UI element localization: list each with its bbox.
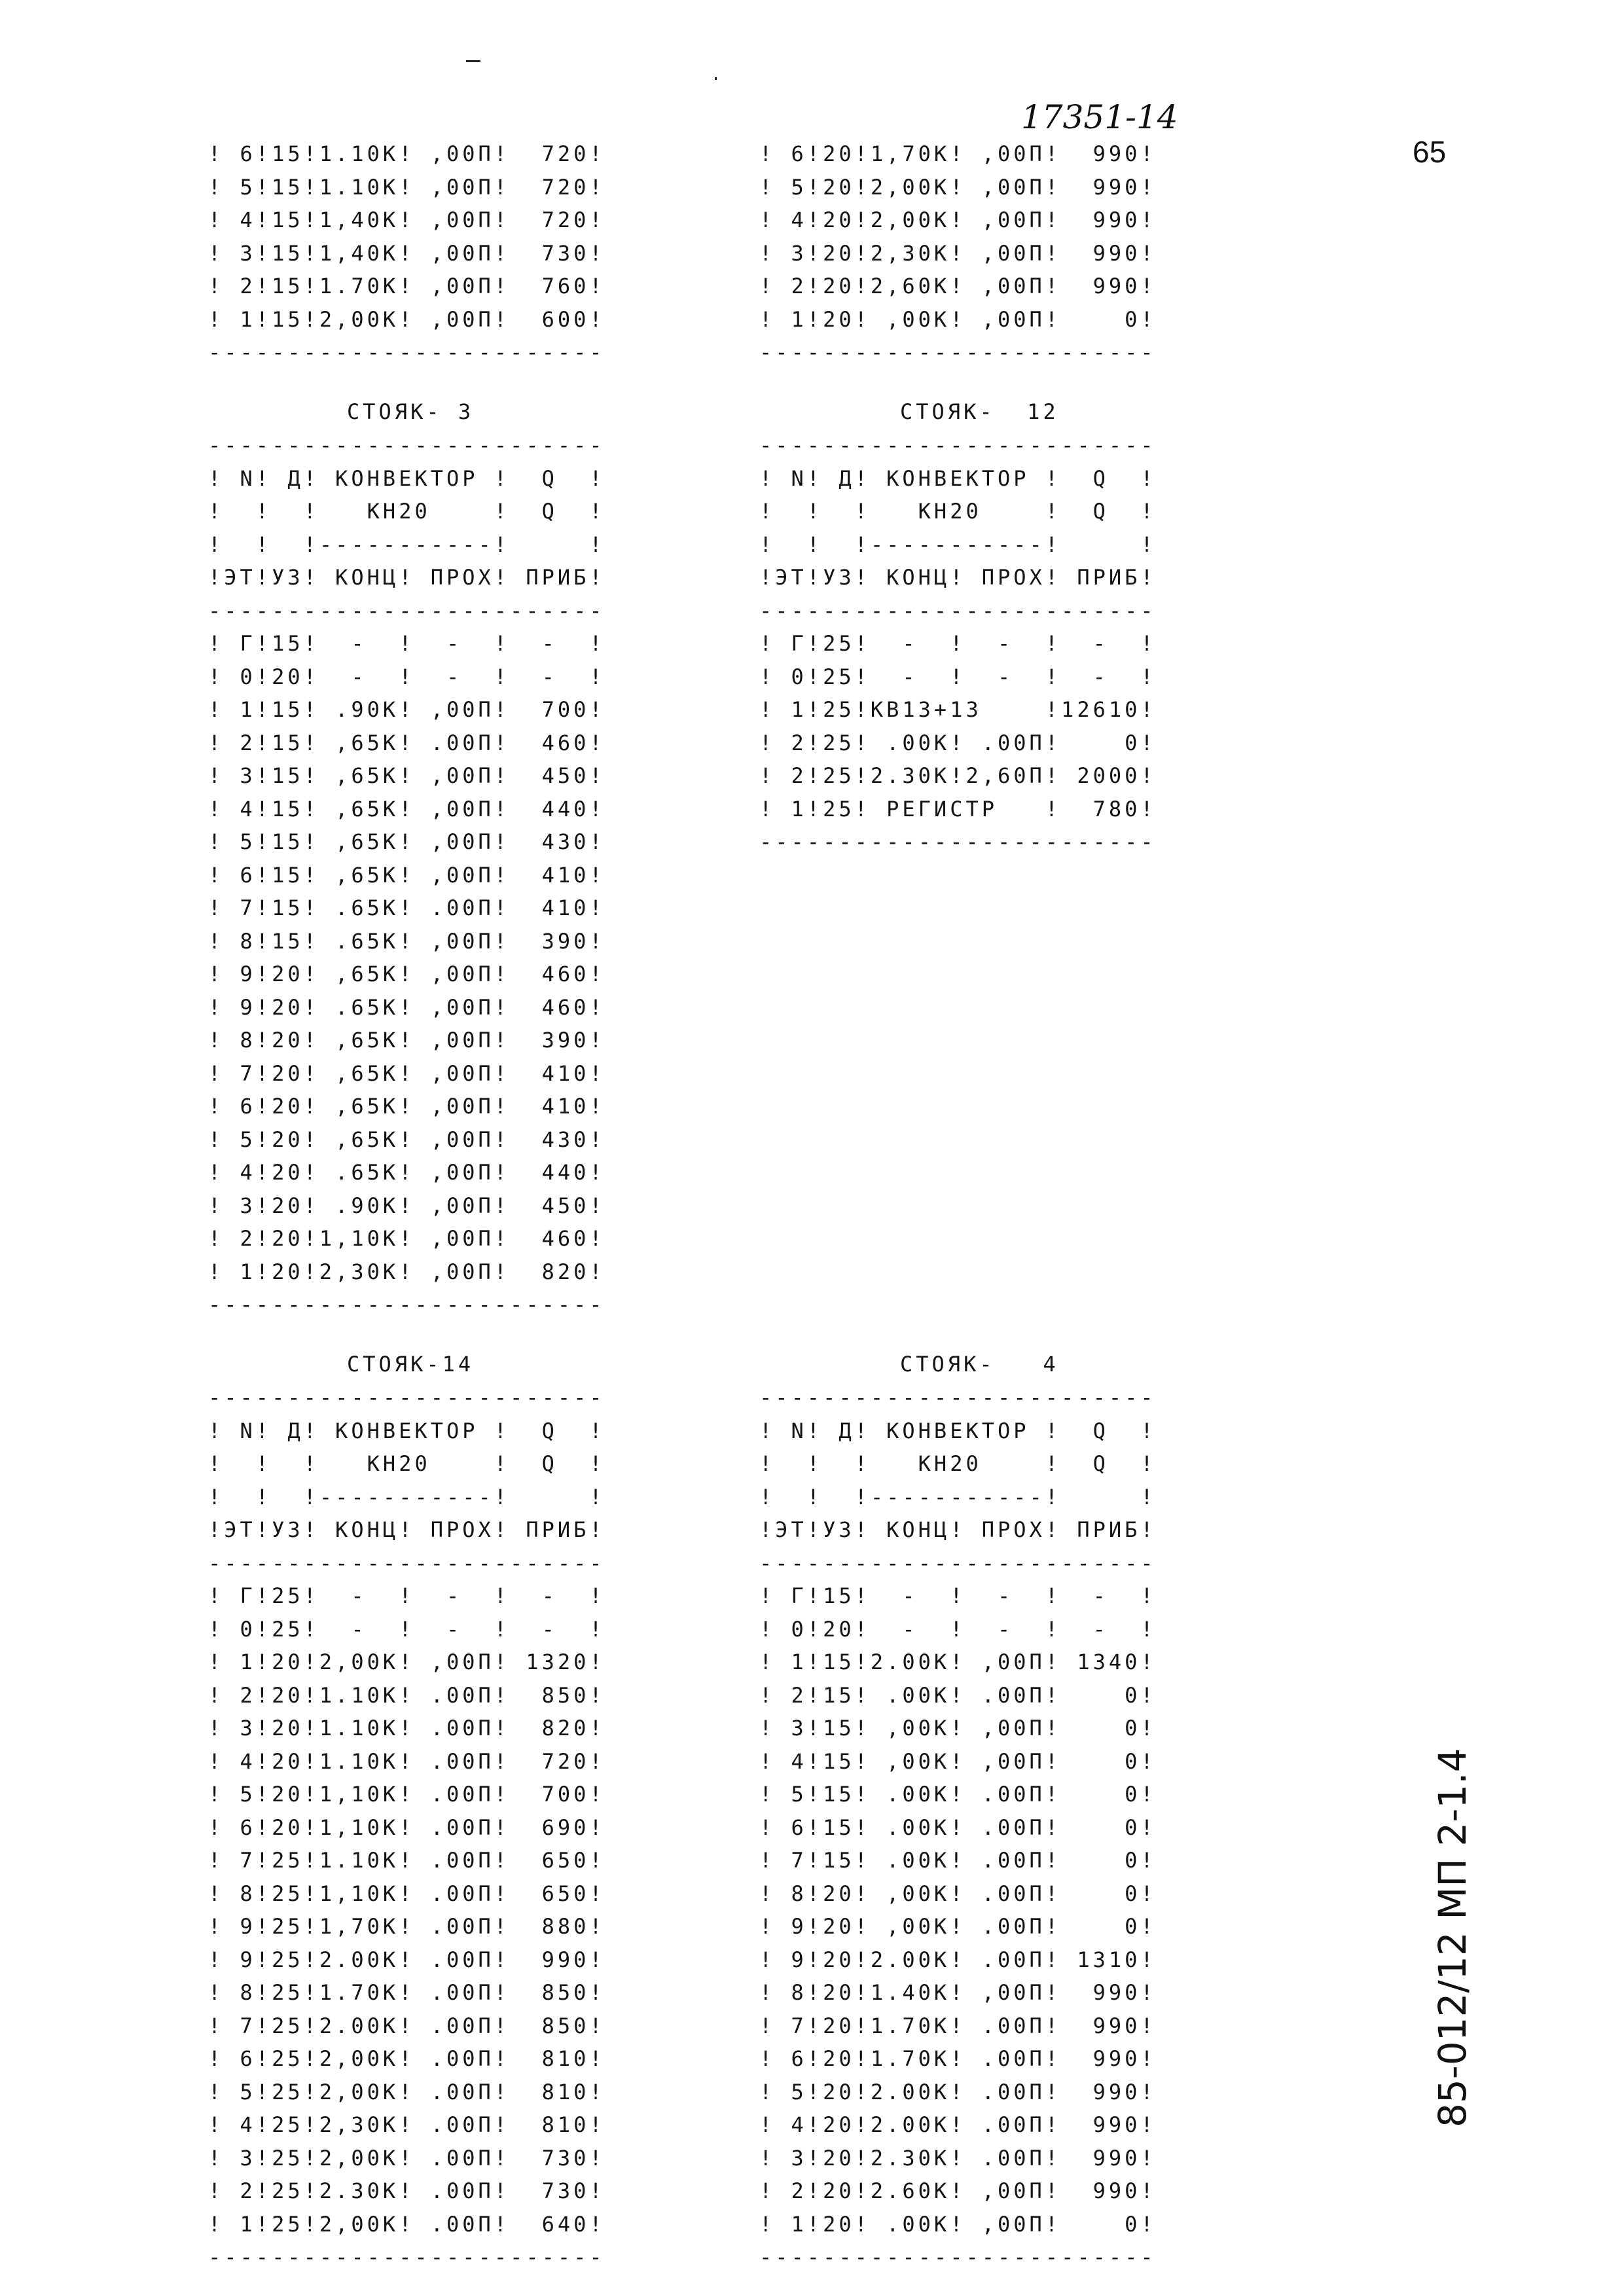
riser-3-table: [208, 429, 605, 1322]
document-number: 17351-14: [1021, 98, 1178, 136]
table-row: ! Г!15! - ! - ! - !: [759, 1583, 1157, 1608]
table-row: ! 6!20!1,70К! ,00П! 990!: [759, 141, 1157, 166]
table-row: ! 3!15! ,65К! ,00П! 450!: [208, 763, 605, 788]
scan-speck: [715, 77, 717, 80]
table-row: ! 4!15!1,40К! ,00П! 720!: [208, 207, 605, 232]
table-row: ! 4!20! .65К! ,00П! 440!: [208, 1160, 605, 1185]
top-left-table-continuation: [208, 137, 605, 369]
table-row: ! 5!20!2,00К! ,00П! 990!: [759, 174, 1157, 200]
table-row: ! 2!20!1,10К! ,00П! 460!: [208, 1226, 605, 1251]
table-row: -------------------------: [759, 829, 1157, 854]
table-row: ! 6!15! ,65К! ,00П! 410!: [208, 862, 605, 888]
table-row: -------------------------: [208, 1385, 605, 1410]
table-row: ! ! !-----------! !: [759, 532, 1157, 557]
table-row: -------------------------: [759, 1385, 1157, 1410]
riser-3-title: СТОЯК- 3: [347, 399, 475, 424]
table-row: ! 2!25!2.30К!2,60П! 2000!: [759, 763, 1157, 788]
table-row: ! ! ! КН20 ! Q !: [759, 1451, 1157, 1476]
table-row: ! 0!25! - ! - ! - !: [759, 664, 1157, 689]
riser-12-title: СТОЯК- 12: [900, 399, 1059, 424]
riser-4-table: [759, 1381, 1157, 2274]
table-row: ! 6!20!1.70К! .00П! 990!: [759, 2046, 1157, 2071]
table-row: ! 5!15!1.10К! ,00П! 720!: [208, 174, 605, 200]
table-row: ! 9!25!2.00К! .00П! 990!: [208, 1947, 605, 1972]
table-row: -------------------------: [208, 1550, 605, 1576]
table-row: ! ! !-----------! !: [759, 1484, 1157, 1509]
table-row: ! 3!20!1.10К! .00П! 820!: [208, 1716, 605, 1741]
table-row: ! 5!25!2,00К! .00П! 810!: [208, 2079, 605, 2104]
table-row: ! ! ! КН20 ! Q !: [759, 499, 1157, 524]
table-row: ! 9!20! ,00К! .00П! 0!: [759, 1914, 1157, 1939]
table-row: ! 4!15! ,65К! ,00П! 440!: [208, 796, 605, 821]
table-row: ! 6!20!1,10К! .00П! 690!: [208, 1814, 605, 1840]
table-row: ! 9!20!2.00К! .00П! 1310!: [759, 1947, 1157, 1972]
table-row: ! N! Д! КОНВЕКТОР ! Q !: [208, 1418, 605, 1443]
table-row: -------------------------: [208, 598, 605, 623]
table-row: ! 5!20! ,65К! ,00П! 430!: [208, 1127, 605, 1152]
table-row: ! 7!15! .65К! .00П! 410!: [208, 895, 605, 920]
table-row: ! 4!20!2.00К! .00П! 990!: [759, 2112, 1157, 2137]
riser-12-table: [759, 429, 1157, 859]
table-row: -------------------------: [759, 340, 1157, 365]
riser-14-title: СТОЯК-14: [347, 1352, 475, 1377]
table-row: ! Г!15! - ! - ! - !: [208, 631, 605, 656]
table-row: ! 2!20!2.60К! ,00П! 990!: [759, 2178, 1157, 2203]
table-row: ! 2!15!1.70К! ,00П! 760!: [208, 274, 605, 298]
riser-14-table: [208, 1381, 605, 2274]
table-row: -------------------------: [759, 598, 1157, 623]
table-row: ! N! Д! КОНВЕКТОР ! Q !: [759, 465, 1157, 491]
table-row: ! 7!15! .00К! .00П! 0!: [759, 1848, 1157, 1873]
table-row: ! 3!20! .90К! ,00П! 450!: [208, 1193, 605, 1218]
table-row: ! N! Д! КОНВЕКТОР ! Q !: [208, 465, 605, 491]
table-row: ! 8!25!1.70К! .00П! 850!: [208, 1980, 605, 2005]
table-row: ! 7!20!1.70К! .00П! 990!: [759, 2013, 1157, 2038]
table-row: ! 8!20!1.40К! ,00П! 990!: [759, 1980, 1157, 2005]
table-row: ! ! ! КН20 ! Q !: [208, 1451, 605, 1476]
table-row: -------------------------: [208, 340, 605, 365]
table-row: ! 1!25!2,00К! .00П! 640!: [208, 2211, 605, 2237]
scan-speck: [466, 60, 480, 62]
table-row: ! 9!20! .65К! ,00П! 460!: [208, 994, 605, 1020]
side-document-code: 85-012/12 МП 2-1.4: [1430, 1748, 1475, 2127]
table-row: ! 7!25!1.10К! .00П! 650!: [208, 1848, 605, 1873]
table-row: ! 5!15! ,65К! ,00П! 430!: [208, 829, 605, 854]
table-row: ! 2!25! .00К! .00П! 0!: [759, 730, 1157, 755]
table-row: -------------------------: [759, 2245, 1157, 2269]
table-row: ! ! !-----------! !: [208, 532, 605, 557]
riser-4-title: СТОЯК- 4: [900, 1352, 1059, 1377]
table-row: ! 8!20! ,00К! .00П! 0!: [759, 1881, 1157, 1906]
table-row: ! 4!15! ,00К! ,00П! 0!: [759, 1748, 1157, 1774]
table-row: ! 1!20!2,30К! ,00П! 820!: [208, 1259, 605, 1284]
table-row: ! 5!20!1,10К! .00П! 700!: [208, 1782, 605, 1807]
table-row: -------------------------: [208, 2245, 605, 2269]
table-row: ! 1!25! РЕГИСТР ! 780!: [759, 796, 1157, 821]
table-row: ! ! !-----------! !: [208, 1484, 605, 1509]
table-row: ! 6!25!2,00К! .00П! 810!: [208, 2046, 605, 2071]
table-row: ! 2!25!2.30К! .00П! 730!: [208, 2178, 605, 2203]
table-row: ! 1!15! .90К! ,00П! 700!: [208, 697, 605, 722]
table-row: ! 8!15! .65К! ,00П! 390!: [208, 928, 605, 954]
table-row: ! 0!25! - ! - ! - !: [208, 1616, 605, 1642]
table-row: ! 9!20! ,65К! ,00П! 460!: [208, 962, 605, 986]
table-row: ! 2!15! .00К! .00П! 0!: [759, 1682, 1157, 1708]
table-row: ! 1!15!2,00К! ,00П! 600!: [208, 306, 605, 332]
table-row: ! 9!25!1,70К! .00П! 880!: [208, 1914, 605, 1939]
table-row: ! Г!25! - ! - ! - !: [759, 631, 1157, 656]
table-row: ! 6!15! .00К! .00П! 0!: [759, 1814, 1157, 1840]
table-row: ! 1!25!КВ13+13 !12610!: [759, 697, 1157, 722]
table-row: ! 4!20!1.10К! .00П! 720!: [208, 1748, 605, 1774]
table-row: ! 6!20! ,65К! ,00П! 410!: [208, 1094, 605, 1119]
table-row: ! 6!15!1.10К! ,00П! 720!: [208, 141, 605, 166]
table-row: ! 8!25!1,10К! .00П! 650!: [208, 1881, 605, 1906]
table-row: -------------------------: [208, 433, 605, 458]
table-row: ! 3!20!2,30К! ,00П! 990!: [759, 240, 1157, 266]
table-row: ! 1!20! ,00К! ,00П! 0!: [759, 306, 1157, 332]
table-row: ! 2!20!2,60К! ,00П! 990!: [759, 274, 1157, 298]
table-row: !ЭТ!УЗ! КОНЦ! ПРОХ! ПРИБ!: [208, 565, 605, 590]
top-right-table-continuation: [759, 137, 1157, 369]
page-number: 65: [1413, 135, 1447, 169]
table-row: ! Г!25! - ! - ! - !: [208, 1583, 605, 1608]
table-row: ! 3!15! ,00К! ,00П! 0!: [759, 1716, 1157, 1741]
table-row: -------------------------: [759, 433, 1157, 458]
table-row: !ЭТ!УЗ! КОНЦ! ПРОХ! ПРИБ!: [208, 1517, 605, 1542]
table-row: ! 1!20!2,00К! ,00П! 1320!: [208, 1650, 605, 1674]
table-row: ! 0!20! - ! - ! - !: [759, 1616, 1157, 1642]
table-row: ! 3!25!2,00К! .00П! 730!: [208, 2145, 605, 2171]
table-row: ! 1!20! .00К! ,00П! 0!: [759, 2211, 1157, 2237]
table-row: ! 2!20!1.10К! .00П! 850!: [208, 1682, 605, 1708]
table-row: -------------------------: [759, 1550, 1157, 1576]
table-row: ! 5!20!2.00К! .00П! 990!: [759, 2079, 1157, 2104]
table-row: ! 4!20!2,00К! ,00П! 990!: [759, 207, 1157, 232]
table-row: ! 3!20!2.30К! .00П! 990!: [759, 2145, 1157, 2171]
table-row: !ЭТ!УЗ! КОНЦ! ПРОХ! ПРИБ!: [759, 565, 1157, 590]
table-row: ! 2!15! ,65К! .00П! 460!: [208, 730, 605, 755]
table-row: ! 5!15! .00К! .00П! 0!: [759, 1782, 1157, 1807]
table-row: -------------------------: [208, 1292, 605, 1317]
table-row: ! 4!25!2,30К! .00П! 810!: [208, 2112, 605, 2137]
table-row: ! ! ! КН20 ! Q !: [208, 499, 605, 524]
table-row: ! N! Д! КОНВЕКТОР ! Q !: [759, 1418, 1157, 1443]
table-row: ! 7!25!2.00К! .00П! 850!: [208, 2013, 605, 2038]
table-row: ! 0!20! - ! - ! - !: [208, 664, 605, 689]
table-row: ! 1!15!2.00К! ,00П! 1340!: [759, 1650, 1157, 1674]
table-row: ! 8!20! ,65К! ,00П! 390!: [208, 1028, 605, 1053]
table-row: ! 3!15!1,40К! ,00П! 730!: [208, 240, 605, 266]
table-row: !ЭТ!УЗ! КОНЦ! ПРОХ! ПРИБ!: [759, 1517, 1157, 1542]
table-row: ! 7!20! ,65К! ,00П! 410!: [208, 1060, 605, 1086]
